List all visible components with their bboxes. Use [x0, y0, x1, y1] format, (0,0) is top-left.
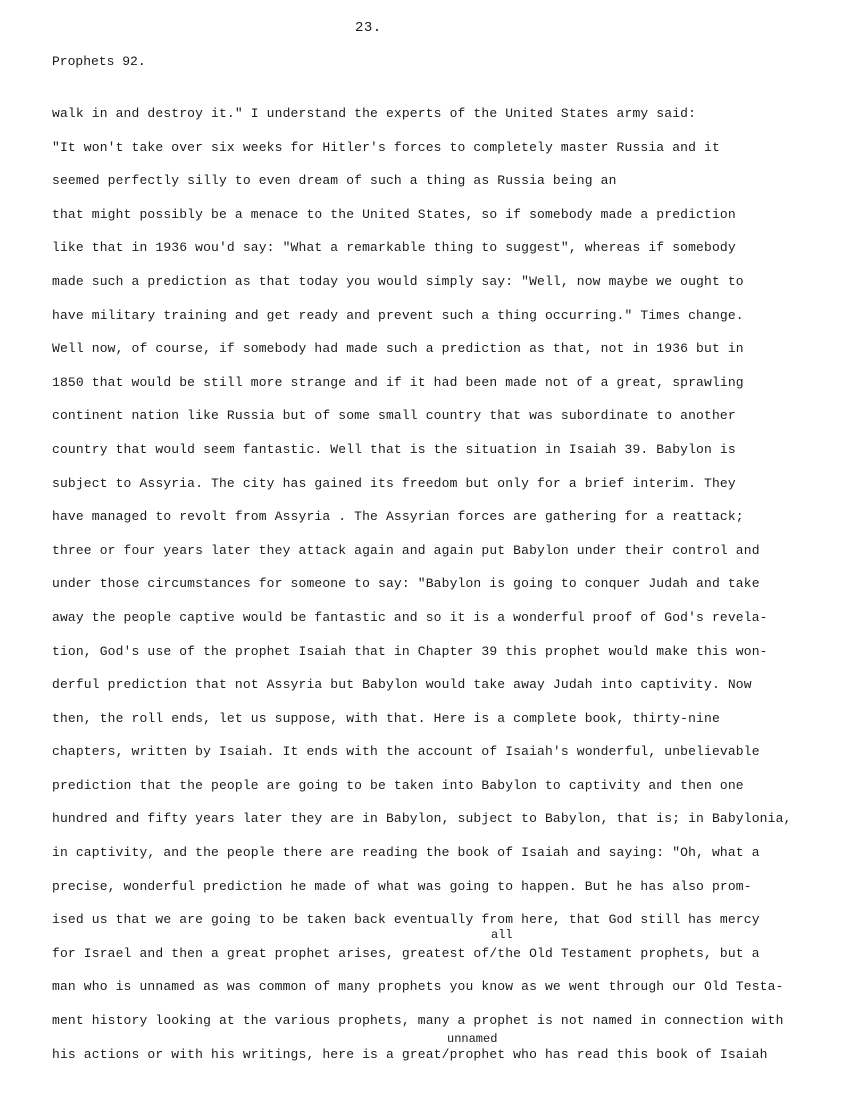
text-line: continent nation like Russia but of some small country that was subordinate to another [52, 408, 736, 424]
text-line: ment history looking at the various prophets, many a prophet is not named in connection with [52, 1013, 784, 1029]
text-line: 1850 that would be still more strange and if it had been made not of a great, sprawling [52, 374, 744, 390]
text-line: made such a prediction as that today you would simply say: "Well, now maybe we ought to [52, 273, 744, 289]
text-line: seemed perfectly silly to even dream of such a thing as Russia being an [52, 173, 617, 189]
running-header: Prophets 92. [52, 54, 146, 69]
body-text [52, 104, 832, 1078]
text-line: three or four years later they attack again and again put Babylon under their control and [52, 542, 760, 558]
handwritten-insertion: all [491, 928, 513, 942]
text-line: then, the roll ends, let us suppose, with that. Here is a complete book, thirty-nine [52, 710, 720, 726]
text-line: "It won't take over six weeks for Hitler's forces to completely master Russia and it [52, 139, 720, 155]
text-line: hundred and fifty years later they are in Babylon, subject to Babylon, that is; in Babylonia, [52, 811, 792, 827]
text-line: like that in 1936 wou'd say: "What a remarkable thing to suggest", whereas if somebody [52, 240, 736, 256]
text-line: walk in and destroy it." I understand the experts of the United States army said: [52, 106, 697, 121]
text-line: precise, wonderful prediction he made of what was going to happen. But he has also prom- [52, 878, 752, 894]
text-line: man who is unnamed as was common of many prophets you know as we went through our Old Testa- [52, 979, 784, 995]
text-line: Well now, of course, if somebody had made such a prediction as that, not in 1936 but in [52, 341, 744, 357]
text-line: tion, God's use of the prophet Isaiah that in Chapter 39 this prophet would make this won- [52, 643, 768, 659]
text-line: chapters, written by Isaiah. It ends with the account of Isaiah's wonderful, unbelievable [52, 744, 760, 760]
text-line: prediction that the people are going to be taken into Babylon to captivity and then one [52, 777, 744, 793]
text-line: under those circumstances for someone to say: "Babylon is going to conquer Judah and take [52, 576, 760, 592]
text-line: have managed to revolt from Assyria . The Assyrian forces are gathering for a reattack; [52, 509, 744, 525]
text-line: away the people captive would be fantastic and so it is a wonderful proof of God's revela- [52, 609, 768, 625]
page-number: 23. [355, 20, 382, 36]
text-line: in captivity, and the people there are reading the book of Isaiah and saying: "Oh, what a [52, 845, 760, 861]
handwritten-insertion: unnamed [447, 1032, 498, 1046]
text-line: subject to Assyria. The city has gained its freedom but only for a brief interim. They [52, 475, 736, 491]
text-line: that might possibly be a menace to the United States, so if somebody made a prediction [52, 206, 736, 222]
text-line: have military training and get ready and prevent such a thing occurring." Times change. [52, 307, 744, 323]
text-line: derful prediction that not Assyria but Babylon would take away Judah into captivity. Now [52, 677, 752, 693]
text-line: ised us that we are going to be taken back eventually from here, that God still has mercy [52, 912, 760, 928]
text-line: country that would seem fantastic. Well that is the situation in Isaiah 39. Babylon is [52, 441, 736, 457]
text-line: for Israel and then a great prophet arises, greatest of/the Old Testament prophets, but a [52, 945, 760, 961]
text-line: his actions or with his writings, here is a great/prophet who has read this book of Isaiah [52, 1046, 768, 1062]
